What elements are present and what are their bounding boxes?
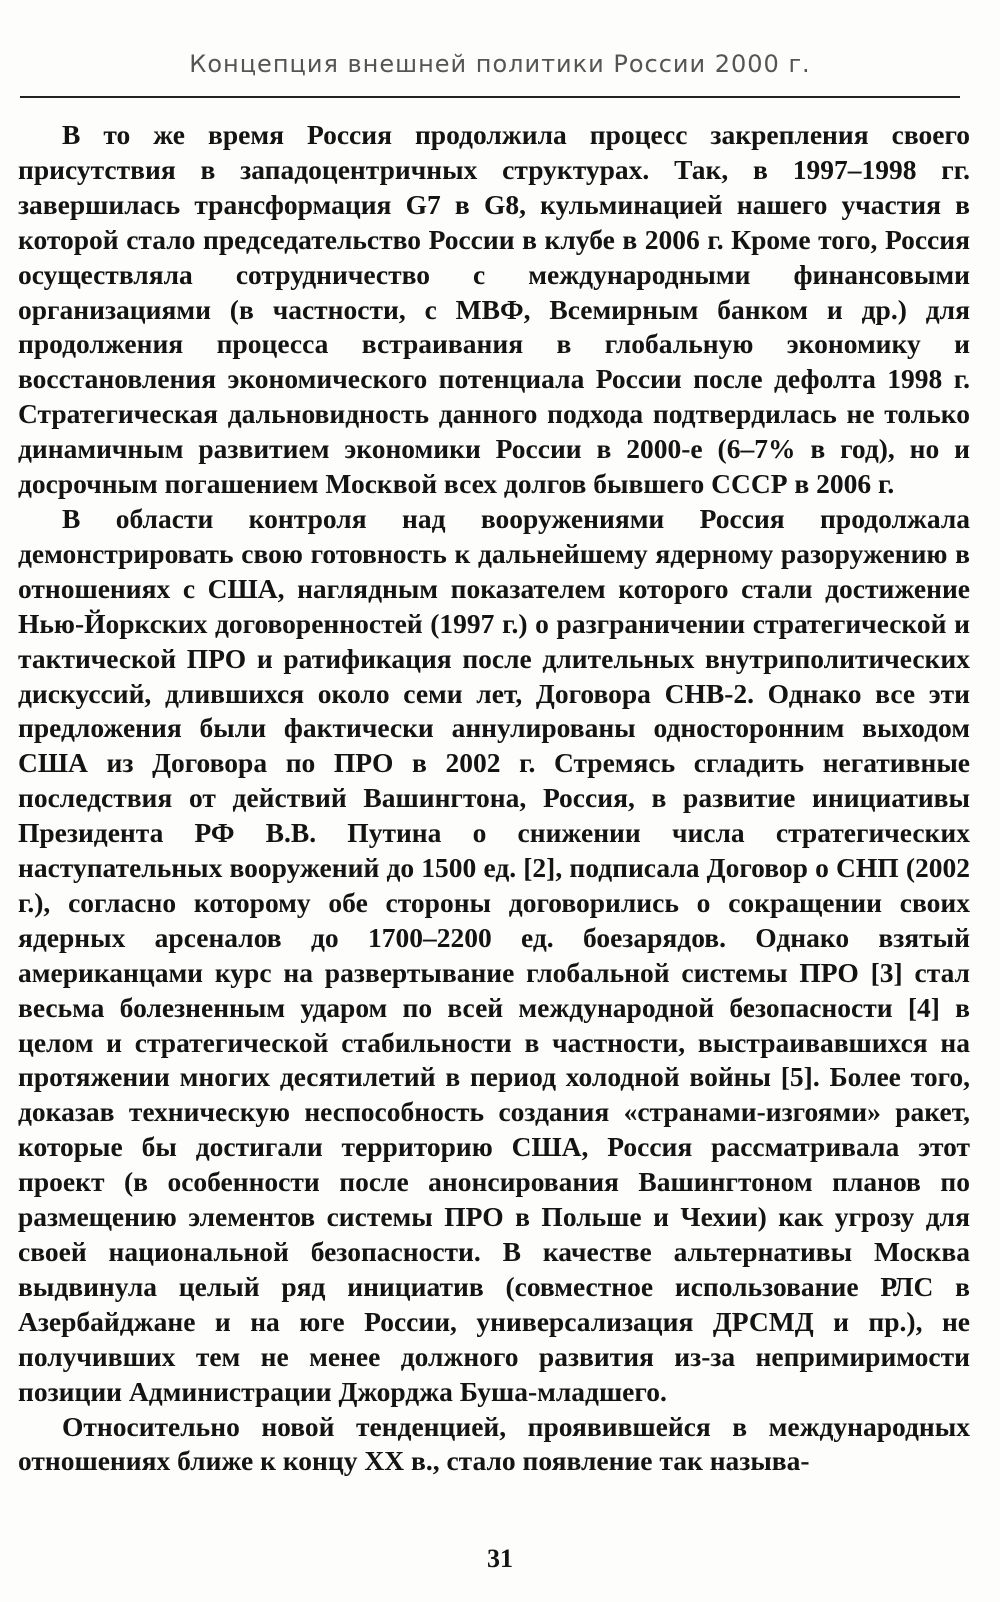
running-head: Концепция внешней политики России 2000 г. (189, 50, 811, 78)
paragraph-1: В то же время Россия продолжила процесс закрепления своего присутствия в западоцентричных структурах. Так, в 1997–1998 гг. завершилась трансформация G7 в G8, кульминацией нашего участия в которой стало председательство России в клубе в 2006 г. Кроме того, Россия осуществляла сотрудничество с международными финансовыми организациями (в частности, с МВФ, Всемирным банком и др.) для продолжения процесса встраивания в глобальную экономику и восстановления экономического потенциала России после дефолта 1998 г. Стратегическая дальновидность данного подхода подтвердилась не только динамичным развитием экономики России в 2000-е (6–7% в год), но и досрочным погашением Москвой всех долгов бывшего СССР в 2006 г. (18, 119, 970, 500)
paragraph-3: Относительно новой тенденцией, проявившейся в международных отношениях ближе к концу XX в., стало появление так называ- (18, 1410, 970, 1477)
page-number: 31 (487, 1544, 513, 1573)
header-rule (20, 96, 960, 98)
body-text (18, 118, 970, 1479)
paragraph-2: В области контроля над вооружениями Россия продолжала демонстрировать свою готовность к дальнейшему ядерному разоружению в отношениях с США, наглядным показателем которого стали достижение Нью-Йоркских договоренностей (1997 г.) о разграничении стратегической и тактической ПРО и ратификация после длительных внутриполитических дискуссий, длившихся около семи лет, Договора СНВ-2. Однако все эти предложения были фактически аннулированы односторонним выходом США из Договора по ПРО в 2002 г. Стремясь сгладить негативные последствия от действий Вашингтона, Россия, в развитие инициативы Президента РФ В.В. Путина о снижении числа стратегических наступательных вооружений до 1500 ед. [2], подписала Договор о СНП (2002 г.), согласно которому обе стороны договорились о сокращении своих ядерных арсеналов до 1700–2200 ед. боезарядов. Однако взятый американцами курс на развертывание глобальной системы ПРО [3] стал весьма болезненным ударом по всей международной безопасности [4] в целом и стратегической стабильности в частности, выстраивавшихся на протяжении многих десятилетий в период холодной войны [5]. Более того, доказав техническую неспособность создания «странами-изгоями» ракет, которые бы достигали территорию США, Россия рассматривала этот проект (в особенности после анонсирования Вашингтоном планов по размещению элементов системы ПРО в Польше и Чехии) как угрозу для своей национальной безопасности. В качестве альтернативы Москва выдвинула целый ряд инициатив (совместное использование РЛС в Азербайджане и на юге России, универсализация ДРСМД и пр.), не получивших тем не менее должного развития из-за непримиримости позиции Администрации Джорджа Буша-младшего. (18, 502, 970, 1407)
